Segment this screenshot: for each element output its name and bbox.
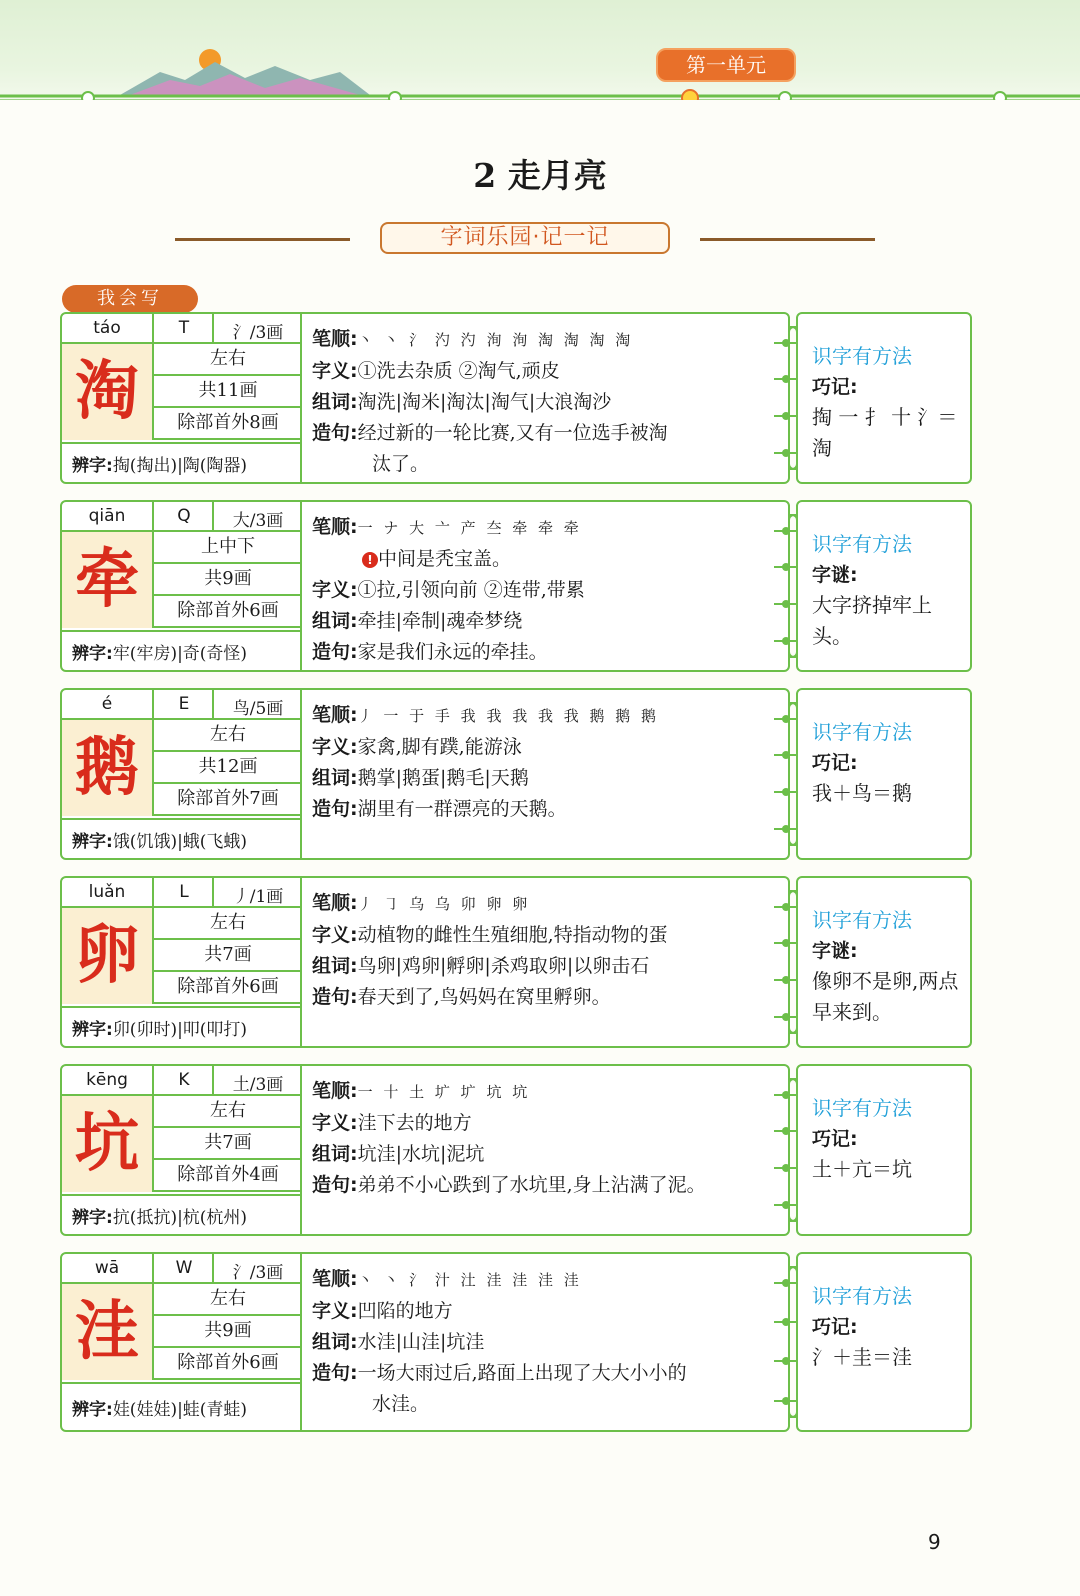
structure: 左右 [154,720,302,752]
distinguish-line [62,1382,302,1430]
pinyin: kēng [86,1070,128,1090]
distinguish-text: 掏(掏出)|陶(陶器) [112,455,248,476]
total-strokes: 共7画 [154,940,302,972]
tip-body: 土＋亢＝坑 [812,1157,912,1181]
meaning-text: ①洗去杂质 ②淘气,顽皮 [357,360,560,382]
words-line: 组词:鸟卵|鸡卵|孵卵|杀鸡取卵|以卵击石 [312,955,650,977]
distinguish-label: 辨字: [72,831,113,852]
stroke-order: 丿 ㇆ 乌 乌 卯 卵 卵 [357,895,531,913]
pinyin: qiān [88,506,126,526]
sentence-line: 造句:春天到了,鸟妈妈在窝里孵卵。 [312,986,611,1008]
sentence-continuation: 水洼。 [372,1393,430,1415]
initial-letter: K [178,1070,190,1090]
strokes-except-radical: 除部首外6画 [154,596,302,628]
character-detail [312,324,774,480]
distinguish-label: 辨字: [72,1019,113,1040]
radical-strokes: 大/3画 [232,511,284,531]
tip-body: 掏 一 扌 十 氵＝淘 [812,405,958,460]
character-card [60,312,790,484]
strokes-except-radical: 除部首外4画 [154,1160,302,1192]
sentence-text: 一场大雨过后,路面上出现了大大小小的 [357,1362,687,1384]
character-info [62,1254,302,1430]
header-band [0,0,1080,100]
big-character: 鹅 [62,720,154,816]
tip-kind: 巧记: [812,376,858,398]
sentence-text: 家是我们永远的牵挂。 [357,641,548,663]
big-character: 坑 [62,1096,154,1192]
distinguish-label: 辨字: [72,455,113,476]
note-text: 中间是秃宝盖。 [378,548,512,570]
unit-tab: 第一单元 [656,48,796,82]
stroke-order: 丿 一 于 手 我 我 我 我 我 鹅 鹅 鹅 [357,707,660,725]
character-detail [312,512,774,668]
character-card [60,1064,790,1236]
initial-letter: T [178,318,190,338]
distinguish-line [62,1006,302,1046]
distinguish-label: 辨字: [72,1207,113,1228]
character-row [60,1252,990,1432]
sentence-text: 湖里有一群漂亮的天鹅。 [357,798,567,820]
tip-box [796,1064,972,1236]
pinyin-row [62,690,302,720]
total-strokes: 共12画 [154,752,302,784]
distinguish-line [62,818,302,858]
total-strokes: 共9画 [154,564,302,596]
sentence-text: 春天到了,鸟妈妈在窝里孵卵。 [357,986,611,1008]
tip-body: 我＋鸟＝鹅 [812,781,912,805]
character-row [60,688,990,860]
sentence-text: 经过新的一轮比赛,又有一位选手被淘 [357,422,668,444]
note-line [312,544,774,575]
character-row [60,1064,990,1236]
tip-title: 识字有方法 [812,1096,912,1120]
character-card [60,876,790,1048]
sentence-text: 弟弟不小心跌到了水坑里,身上沾满了泥。 [357,1174,706,1196]
strokes-line: 笔顺:丿 一 于 手 我 我 我 我 我 鹅 鹅 鹅 [312,704,660,726]
character-info [62,502,302,670]
sentence-line: 造句:湖里有一群漂亮的天鹅。 [312,798,567,820]
strokes-line: 笔顺:丿 ㇆ 乌 乌 卯 卵 卵 [312,892,531,914]
meaning-line: 字义:凹陷的地方 [312,1300,453,1322]
radical-strokes: 丿/1画 [232,887,284,907]
strokes-except-radical: 除部首外7画 [154,784,302,816]
distinguish-text: 娃(娃娃)|蛙(青蛙) [112,1399,248,1420]
character-info [62,690,302,858]
pinyin: é [101,694,113,714]
page-number: 9 [928,1530,941,1554]
character-card [60,500,790,672]
words-line: 组词:水洼|山洼|坑洼 [312,1331,485,1353]
tip-title: 识字有方法 [812,720,912,744]
tip-kind: 字谜: [812,940,858,962]
distinguish-line [62,442,302,482]
radical-strokes: 鸟/5画 [232,699,284,719]
tip-kind: 巧记: [812,1316,858,1338]
sentence-line: 造句:家是我们永远的牵挂。 [312,641,548,663]
section-banner-label: 字词乐园·记一记 [380,222,670,254]
stroke-order: 一 ナ 大 亠 产 夳 牵 牵 牵 [357,519,582,537]
character-detail [312,1264,774,1420]
stroke-order: 丶 丶 氵 汁 汢 洼 洼 洼 洼 [357,1271,582,1289]
meaning-text: ①拉,引领向前 ②连带,带累 [357,579,585,601]
distinguish-text: 卯(卯时)|叩(叩打) [112,1019,248,1040]
character-detail [312,700,774,825]
distinguish-text: 饿(饥饿)|蛾(飞蛾) [112,831,248,852]
total-strokes: 共9画 [154,1316,302,1348]
exclamation-icon: ! [362,552,378,568]
lesson-title: 2 走月亮 [473,156,607,195]
initial-letter: L [179,882,189,902]
words-text: 水洼|山洼|坑洼 [357,1331,485,1353]
tip-kind: 字谜: [812,564,858,586]
pinyin: táo [93,318,121,338]
meaning-text: 动植物的雌性生殖细胞,特指动物的蛋 [357,924,668,946]
initial-letter: Q [177,506,191,526]
character-detail [312,888,774,1013]
structure: 左右 [154,1284,302,1316]
strokes-line: 笔顺:一 十 土 圹 圹 坑 坑 [312,1080,531,1102]
tip-body: 像卵不是卵,两点早来到。 [812,969,959,1024]
distinguish-line [62,1194,302,1234]
mountain-decoration-icon [0,0,1080,100]
character-row [60,500,990,672]
pinyin-row [62,878,302,908]
meaning-text: 家禽,脚有蹼,能游泳 [357,736,522,758]
strokes-line: 笔顺:一 ナ 大 亠 产 夳 牵 牵 牵 [312,516,582,538]
section-banner [175,218,875,258]
strokes-except-radical: 除部首外8画 [154,408,302,440]
sentence-line: 造句:经过新的一轮比赛,又有一位选手被淘 [312,422,668,444]
distinguish-label: 辨字: [72,1399,113,1420]
distinguish-label: 辨字: [72,643,113,664]
banner-divider-left [175,238,350,241]
words-line: 组词:坑洼|水坑|泥坑 [312,1143,485,1165]
tip-box [796,876,972,1048]
strokes-line: 笔顺:丶 丶 氵 汋 汋 洵 洵 淘 淘 淘 淘 [312,328,634,350]
pinyin-row [62,1254,302,1284]
tip-kind: 巧记: [812,752,858,774]
meaning-line: 字义:洼下去的地方 [312,1112,472,1134]
tip-title: 识字有方法 [812,532,912,556]
total-strokes: 共11画 [154,376,302,408]
strokes-except-radical: 除部首外6画 [154,1348,302,1380]
tip-box [796,500,972,672]
meaning-line: 字义:①拉,引领向前 ②连带,带累 [312,579,585,601]
character-card [60,688,790,860]
radical-strokes: 氵/3画 [232,1263,284,1283]
tip-body: 氵＋圭＝洼 [812,1345,912,1369]
pinyin: luǎn [88,882,126,902]
tip-kind: 巧记: [812,1128,858,1150]
total-strokes: 共7画 [154,1128,302,1160]
tip-title: 识字有方法 [812,344,912,368]
character-info [62,1066,302,1234]
distinguish-text: 牢(牢房)|奇(奇怪) [112,643,248,664]
structure: 上中下 [154,532,302,564]
pinyin: wā [94,1258,120,1278]
tip-box [796,312,972,484]
character-row [60,876,990,1048]
tip-box [796,688,972,860]
big-character: 卵 [62,908,154,1004]
words-text: 坑洼|水坑|泥坑 [357,1143,485,1165]
meaning-line: 字义:家禽,脚有蹼,能游泳 [312,736,522,758]
character-row [60,312,990,484]
pinyin-row [62,314,302,344]
structure: 左右 [154,1096,302,1128]
radical-strokes: 氵/3画 [232,323,284,343]
sentence-line: 造句:一场大雨过后,路面上出现了大大小小的 [312,1362,687,1384]
big-character: 牵 [62,532,154,628]
character-card [60,1252,790,1432]
strokes-line: 笔顺:丶 丶 氵 汁 汢 洼 洼 洼 洼 [312,1268,582,1290]
tip-body: 大字挤掉牢上头。 [812,593,932,648]
tip-box [796,1252,972,1432]
initial-letter: E [178,694,190,714]
meaning-line: 字义:①洗去杂质 ②淘气,顽皮 [312,360,560,382]
pinyin-row [62,1066,302,1096]
tip-title: 识字有方法 [812,1284,912,1308]
words-line: 组词:淘洗|淘米|淘汰|淘气|大浪淘沙 [312,391,612,413]
write-section-label: 我会写 [62,285,198,313]
meaning-text: 洼下去的地方 [357,1112,472,1134]
stroke-order: 一 十 土 圹 圹 坑 坑 [357,1083,531,1101]
strokes-except-radical: 除部首外6画 [154,972,302,1004]
big-character: 淘 [62,344,154,440]
words-text: 淘洗|淘米|淘汰|淘气|大浪淘沙 [357,391,612,413]
pinyin-row [62,502,302,532]
initial-letter: W [175,1258,193,1278]
words-line: 组词:鹅掌|鹅蛋|鹅毛|天鹅 [312,767,529,789]
words-text: 鸟卵|鸡卵|孵卵|杀鸡取卵|以卵击石 [357,955,650,977]
banner-divider-right [700,238,875,241]
words-text: 牵挂|牵制|魂牵梦绕 [357,610,523,632]
character-info [62,314,302,482]
meaning-line: 字义:动植物的雌性生殖细胞,特指动物的蛋 [312,924,668,946]
sentence-line: 造句:弟弟不小心跌到了水坑里,身上沾满了泥。 [312,1174,706,1196]
distinguish-line [62,630,302,670]
distinguish-text: 抗(抵抗)|杭(杭州) [112,1207,248,1228]
tip-title: 识字有方法 [812,908,912,932]
words-text: 鹅掌|鹅蛋|鹅毛|天鹅 [357,767,529,789]
character-detail [312,1076,774,1201]
big-character: 洼 [62,1284,154,1380]
structure: 左右 [154,344,302,376]
meaning-text: 凹陷的地方 [357,1300,453,1322]
radical-strokes: 土/3画 [232,1075,284,1095]
words-line: 组词:牵挂|牵制|魂牵梦绕 [312,610,523,632]
stroke-order: 丶 丶 氵 汋 汋 洵 洵 淘 淘 淘 淘 [357,331,634,349]
sentence-continuation: 汰了。 [372,453,430,475]
structure: 左右 [154,908,302,940]
character-info [62,878,302,1046]
